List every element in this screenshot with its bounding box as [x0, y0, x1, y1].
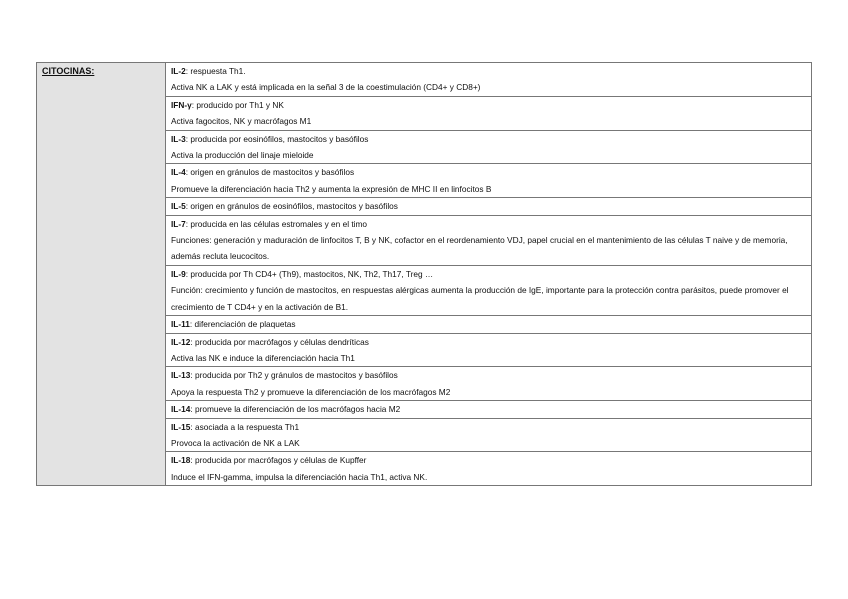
entry-description	[166, 79, 811, 95]
entry-first-line	[166, 216, 811, 232]
entry-first-line	[166, 401, 811, 417]
cytokine-name: IL-18	[171, 455, 191, 466]
name-separator: :	[190, 455, 195, 466]
section-label: CITOCINAS:	[42, 66, 95, 76]
cytokine-entry	[166, 401, 812, 418]
entry-text: producido por Th1 y NK	[196, 99, 284, 110]
entry-text: asociada a la respuesta Th1	[195, 421, 300, 432]
entry-description	[166, 384, 811, 400]
cytokine-name: IL-14	[171, 404, 191, 415]
name-separator: :	[191, 99, 197, 110]
name-separator: :	[185, 218, 191, 229]
entry-description	[166, 181, 811, 197]
cytokine-name: IL-4	[171, 167, 186, 178]
entry-text: Activa las NK e induce la diferenciación hacia Th1	[171, 352, 355, 363]
cytokine-entry	[166, 418, 812, 452]
entry-text: Funciones: generación y maduración de linfocitos T, B y NK, cofactor en el reordenamiento VDJ, papel crucial en el mantenimiento de las células T naive y de memoria, además recluta leucocitos.	[171, 235, 788, 262]
entry-text: producida en las células estromales y en el timo	[190, 218, 368, 229]
cytokine-entry	[166, 316, 812, 333]
name-separator: :	[185, 268, 191, 279]
cytokine-entry	[166, 452, 812, 486]
cytokine-entry	[166, 164, 812, 198]
entry-description	[166, 350, 811, 366]
cytokine-name: IL-9	[171, 268, 186, 279]
name-separator: :	[190, 404, 195, 415]
name-separator: :	[185, 66, 191, 76]
cytokine-entry	[166, 367, 812, 401]
name-separator: :	[185, 201, 191, 212]
name-separator: :	[190, 370, 195, 381]
entry-text: Activa NK a LAK y está implicada en la señal 3 de la coestimulación (CD4+ y CD8+)	[171, 82, 481, 93]
entry-first-line	[166, 164, 811, 180]
name-separator: :	[190, 336, 195, 347]
cytokine-name: IL-12	[171, 336, 191, 347]
entry-description	[166, 232, 811, 265]
name-separator: :	[185, 133, 191, 144]
cytokine-table	[36, 62, 812, 486]
cytokine-name: IL-11	[171, 319, 190, 330]
cytokine-entry	[166, 63, 812, 97]
entry-text: Provoca la activación de NK a LAK	[171, 437, 300, 448]
entry-first-line	[166, 316, 811, 332]
entry-text: Induce el IFN-gamma, impulsa la diferenciación hacia Th1, activa NK.	[171, 471, 428, 482]
name-separator: :	[190, 421, 195, 432]
entry-first-line	[166, 97, 811, 113]
entry-text: producida por Th CD4+ (Th9), mastocitos, NK, Th2, Th17, Treg …	[190, 268, 434, 279]
cytokine-entry	[166, 130, 812, 164]
entry-description	[166, 147, 811, 163]
entry-description	[166, 469, 811, 485]
entry-first-line	[166, 131, 811, 147]
entry-description	[166, 113, 811, 129]
cytokine-name: IL-7	[171, 218, 186, 229]
entry-text: producida por macrófagos y células de Kupffer	[195, 455, 367, 466]
entry-text: origen en gránulos de eosinófilos, mastocitos y basófilos	[190, 201, 398, 212]
entry-text: Activa la producción del linaje mieloide	[171, 150, 314, 161]
cytokine-entry	[166, 198, 812, 215]
label-cell	[37, 63, 166, 486]
cytokine-entry	[166, 265, 812, 315]
entry-text: Activa fagocitos, NK y macrófagos M1	[171, 116, 312, 127]
entry-first-line	[166, 452, 811, 468]
cytokine-name: IL-5	[171, 201, 186, 212]
entry-description	[166, 435, 811, 451]
cytokine-name: IL-13	[171, 370, 191, 381]
name-separator: :	[185, 167, 191, 178]
entry-text: producida por eosinófilos, mastocitos y basófilos	[190, 133, 369, 144]
cytokine-name: IL-3	[171, 133, 186, 144]
entry-text: promueve la diferenciación de los macrófagos hacia M2	[195, 404, 401, 415]
entry-first-line	[166, 419, 811, 435]
entry-text: origen en gránulos de mastocitos y basófilos	[190, 167, 355, 178]
table-row	[37, 63, 812, 97]
cytokine-name: IFN-γ	[171, 99, 192, 110]
cytokine-name: IL-2	[171, 66, 186, 76]
cytokine-name: IL-15	[171, 421, 191, 432]
cytokine-entry	[166, 215, 812, 265]
cytokine-entry	[166, 333, 812, 367]
entry-first-line	[166, 266, 811, 282]
entry-first-line	[166, 367, 811, 383]
entry-text: respuesta Th1.	[190, 66, 246, 76]
entry-text: producida por Th2 y gránulos de mastocitos y basófilos	[195, 370, 398, 381]
entry-first-line	[166, 63, 811, 79]
entry-text: Apoya la respuesta Th2 y promueve la diferenciación de los macrófagos M2	[171, 386, 451, 397]
entry-text: producida por macrófagos y células dendríticas	[195, 336, 369, 347]
cytokine-entry	[166, 96, 812, 130]
entry-description	[166, 282, 811, 315]
name-separator: :	[189, 319, 195, 330]
table-body	[37, 63, 812, 486]
entry-first-line	[166, 334, 811, 350]
entry-first-line	[166, 198, 811, 214]
entry-text: Promueve la diferenciación hacia Th2 y aumenta la expresión de MHC II en linfocitos B	[171, 183, 492, 194]
entry-text: diferenciación de plaquetas	[194, 319, 296, 330]
entry-text: Función: crecimiento y función de mastocitos, en respuestas alérgicas aumenta la producción de IgE, importante para la protección contra parásitos, puede promover el crecimiento de T CD4+ y en la activación de B1.	[171, 285, 789, 312]
